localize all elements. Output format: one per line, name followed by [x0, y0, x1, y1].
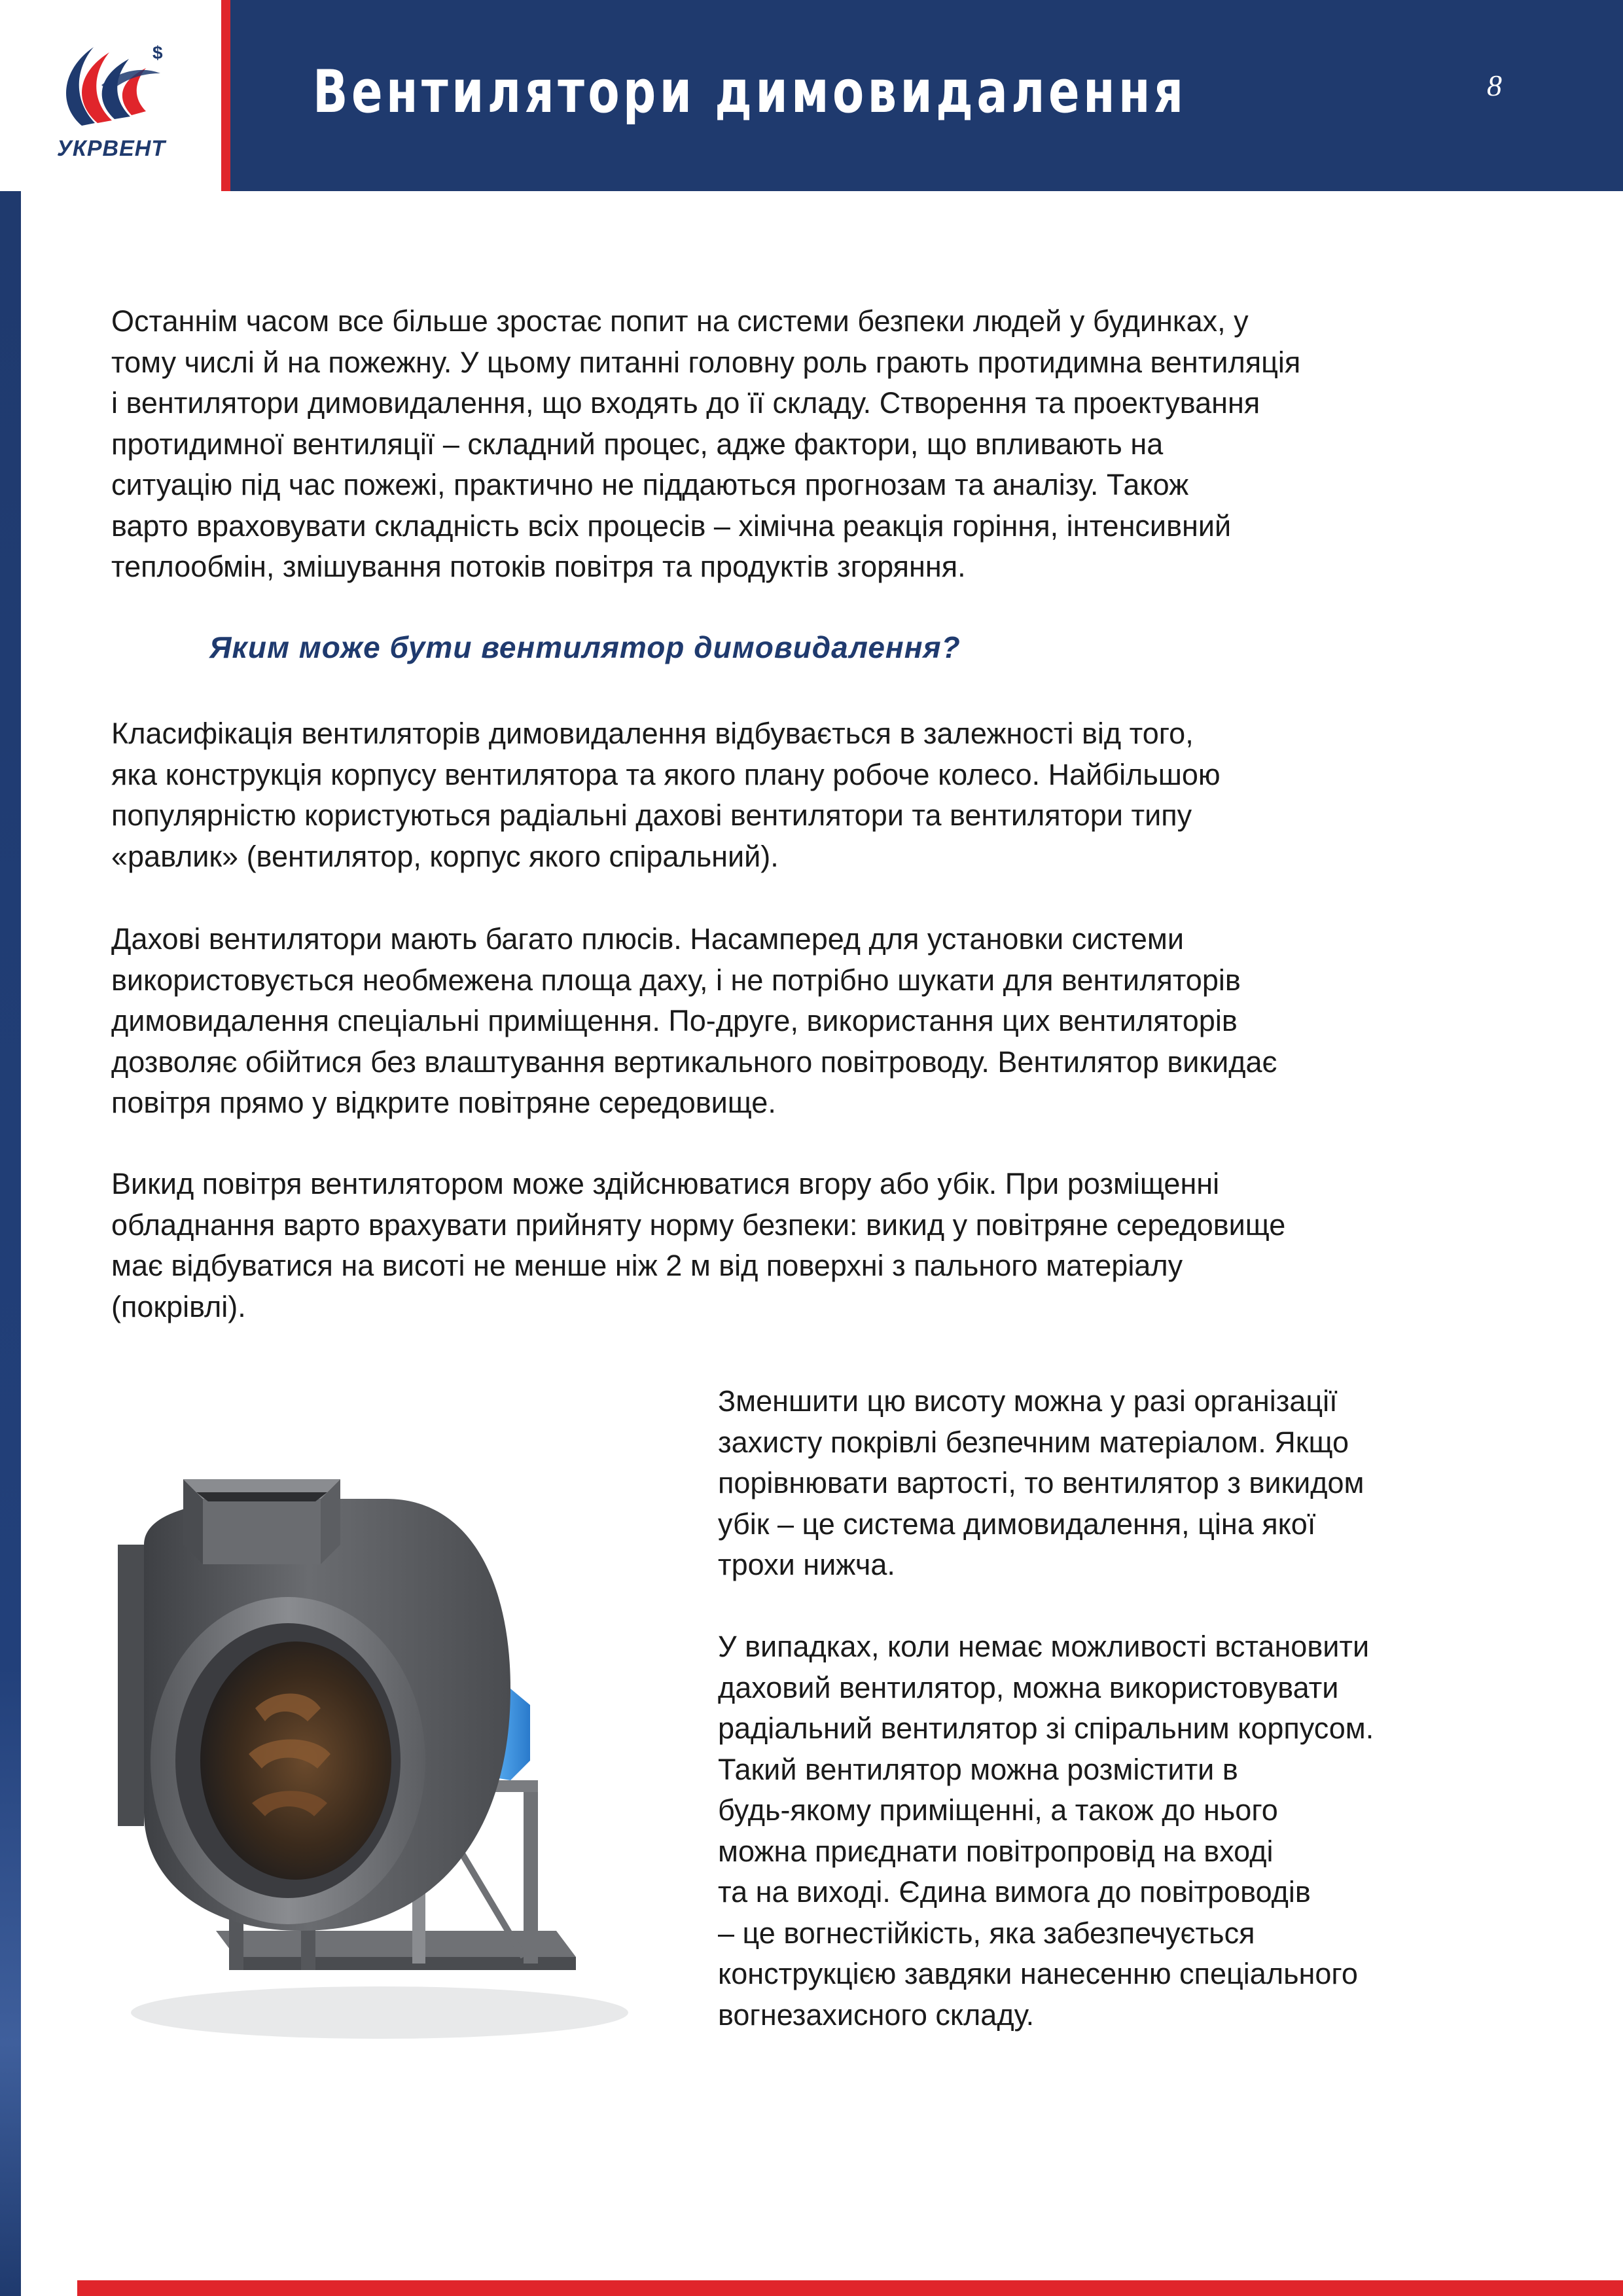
header-red-stripe — [221, 0, 230, 191]
text-line: обладнання варто врахувати прийняту норму безпеки: викид у повітряне середовище — [111, 1208, 1286, 1242]
text-line: ситуацію під час пожежі, практично не піддаються прогнозам та аналізу. Також — [111, 468, 1189, 501]
text-line: димовидалення спеціальні приміщення. По-друге, використання цих вентиляторів — [111, 1004, 1238, 1037]
logo-swoosh-icon — [56, 39, 167, 137]
text-line: тому числі й на пожежну. У цьому питанні головну роль грають протидимна вентиляція — [111, 345, 1301, 379]
page-title: Вентилятори димовидалення — [313, 58, 1187, 126]
text-line: повітря прямо у відкрите повітряне середовище. — [111, 1086, 776, 1119]
text-line: вогнезахисного складу. — [718, 1998, 1035, 2032]
ukrvent-logo — [56, 39, 167, 170]
text-line: Класифікація вентиляторів димовидалення відбувається в залежності від того, — [111, 717, 1194, 750]
intro-paragraph — [111, 301, 1300, 588]
left-accent-bar — [0, 191, 21, 2296]
text-line: захисту покрівлі безпечним матеріалом. Якщо — [718, 1425, 1349, 1459]
roof-fans-paragraph — [111, 919, 1277, 1124]
text-line: конструкцією завдяки нанесенню спеціального — [718, 1957, 1358, 1990]
text-line: – це вогнестійкість, яка забезпечується — [718, 1916, 1255, 1950]
page-number: 8 — [1487, 69, 1502, 102]
text-line: варто враховувати складність всіх процесів – хімічна реакція горіння, інтенсивний — [111, 509, 1232, 543]
text-line: Викид повітря вентилятором може здійснюватися вгору або убік. При розміщенні — [111, 1167, 1220, 1200]
text-line: теплообмін, змішування потоків повітря та продуктів згоряння. — [111, 550, 966, 583]
text-line: «равлик» (вентилятор, корпус якого спіральний). — [111, 839, 779, 873]
exhaust-paragraph — [111, 1164, 1285, 1327]
text-line: Останнім часом все більше зростає попит на системи безпеки людей у будинках, у — [111, 304, 1249, 338]
text-line: та на виході. Єдина вимога до повітроводів — [718, 1875, 1311, 1909]
text-line: трохи нижча. — [718, 1548, 895, 1581]
text-line: радіальний вентилятор зі спіральним корпусом. — [718, 1712, 1374, 1745]
text-line: популярністю користуються радіальні дахові вентилятори та вентилятори типу — [111, 798, 1192, 832]
text-line: Дахові вентилятори мають багато плюсів. Насамперед для установки системи — [111, 922, 1184, 956]
text-line: порівнювати вартості, то вентилятор з викидом — [718, 1466, 1364, 1499]
text-line: і вентилятори димовидалення, що входять до її складу. Створення та проектування — [111, 386, 1260, 420]
logo-text: УКРВЕНТ — [56, 136, 166, 161]
radial-fan-paragraph — [718, 1626, 1374, 2036]
text-line: Такий вентилятор можна розмістити в — [718, 1752, 1238, 1786]
svg-text:$: $ — [152, 43, 163, 63]
centrifugal-fan-icon — [105, 1473, 654, 2049]
text-line: Зменшити цю висоту можна у разі організації — [718, 1384, 1338, 1418]
text-line: У випадках, коли немає можливості встановити — [718, 1630, 1370, 1663]
classification-paragraph — [111, 713, 1221, 877]
text-line: протидимної вентиляції – складний процес, адже фактори, що впливають на — [111, 427, 1164, 461]
text-line: будь-якому приміщенні, а також до нього — [718, 1793, 1278, 1827]
text-line: даховий вентилятор, можна використовувати — [718, 1670, 1339, 1704]
text-line: (покрівлі). — [111, 1289, 246, 1323]
text-line: можна приєднати повітропровід на вході — [718, 1834, 1274, 1868]
height-paragraph — [718, 1381, 1364, 1586]
text-line: убік – це система димовидалення, ціна якої — [718, 1507, 1316, 1541]
text-line: має відбуватися на висоті не менше ніж 2 м від поверхні з пального матеріалу — [111, 1249, 1183, 1282]
text-line: яка конструкція корпусу вентилятора та якого плану робоче колесо. Найбільшою — [111, 757, 1221, 791]
footer-red-bar — [77, 2280, 1623, 2296]
text-line: використовується необмежена площа даху, і не потрібно шукати для вентиляторів — [111, 963, 1241, 997]
text-line: дозволяє обійтися без влаштування вертикального повітроводу. Вентилятор викидає — [111, 1045, 1277, 1079]
centrifugal-fan-image — [105, 1473, 654, 2049]
section-subheading: Яким може бути вентилятор димовидалення? — [209, 630, 961, 664]
